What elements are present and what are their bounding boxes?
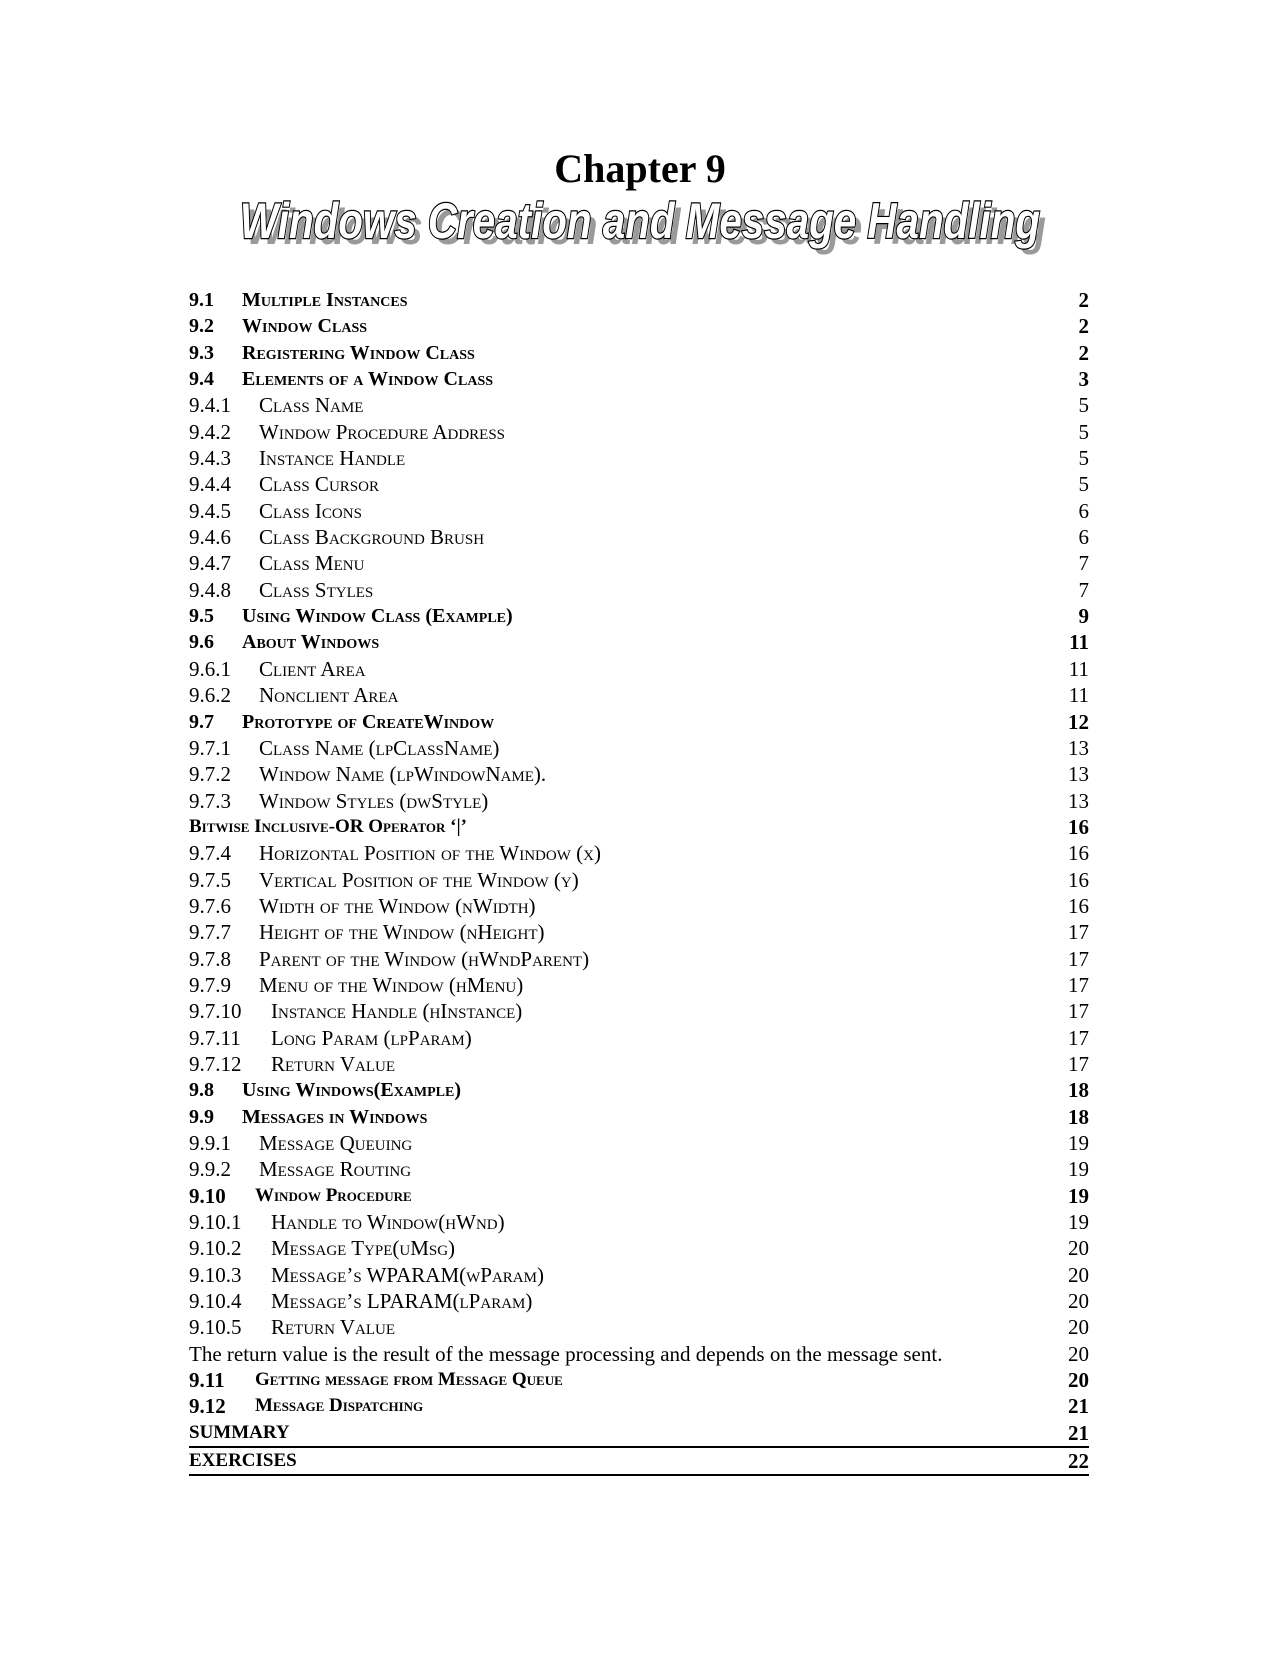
toc-entry-title: Parent of the Window (hWndParent): [259, 946, 590, 971]
toc-entry-title: Using Window Class (Example): [242, 605, 513, 628]
toc-entry-number: 9.6.2: [189, 683, 231, 708]
toc-entry-page: 11: [1068, 683, 1089, 708]
toc-entry-number: 9.4: [189, 368, 214, 391]
toc-entry-page: 9: [1078, 604, 1089, 629]
toc-entry-page: 19: [1068, 1183, 1089, 1208]
toc-entry-page: 16: [1068, 893, 1089, 918]
toc-entry[interactable]: [189, 867, 1089, 893]
toc-entry[interactable]: [189, 788, 1089, 814]
toc-entry-title: EXERCISES: [189, 1450, 297, 1472]
toc-entry-number: 9.4.2: [189, 419, 231, 444]
toc-entry[interactable]: [189, 287, 1089, 313]
toc-entry-title: Instance Handle: [259, 446, 406, 471]
toc-entry[interactable]: [189, 471, 1089, 497]
toc-entry[interactable]: [189, 919, 1089, 945]
toc-entry-title: Instance Handle (hInstance): [271, 999, 523, 1024]
toc-entry-page: 18: [1068, 1078, 1089, 1103]
toc-entry-page: 11: [1068, 656, 1089, 681]
toc-entry[interactable]: [189, 1156, 1089, 1182]
toc-entry-title: Height of the Window (nHeight): [259, 920, 545, 945]
toc-entry[interactable]: [189, 392, 1089, 418]
toc-entry-number: 9.3: [189, 341, 214, 364]
toc-entry[interactable]: [189, 946, 1089, 972]
toc-entry-number: 9.7.8: [189, 946, 231, 971]
toc-entry-page: 20: [1068, 1315, 1089, 1340]
toc-entry-number: 9.4.5: [189, 498, 231, 523]
toc-entry-number: 9.4.6: [189, 525, 231, 550]
toc-entry-page: 18: [1068, 1104, 1089, 1129]
toc-entry-page: 22: [1068, 1449, 1089, 1474]
toc-entry[interactable]: [189, 840, 1089, 866]
chapter-heading: Chapter 9: [554, 146, 726, 191]
toc-entry-title: Messages in Windows: [242, 1105, 428, 1128]
toc-entry-title: Message Type(uMsg): [271, 1236, 456, 1261]
toc-entry-title: Message Routing: [259, 1157, 412, 1182]
toc-entry-number: 9.7.12: [189, 1051, 242, 1076]
toc-entry[interactable]: [189, 1448, 1089, 1476]
toc-entry-page: 20: [1068, 1262, 1089, 1287]
toc-entry-title: Client Area: [259, 656, 366, 681]
toc-entry-number: 9.7.2: [189, 762, 231, 787]
toc-entry-number: 9.4.8: [189, 577, 231, 602]
toc-entry[interactable]: [189, 761, 1089, 787]
toc-entry-title: Getting message from Message Queue: [255, 1369, 563, 1391]
toc-entry-page: 5: [1078, 472, 1089, 497]
toc-entry-page: 11: [1069, 630, 1089, 655]
toc-entry-title: Menu of the Window (hMenu): [259, 972, 524, 997]
toc-entry-page: 21: [1068, 1394, 1089, 1419]
toc-entry[interactable]: [189, 1209, 1089, 1235]
toc-entry-number: 9.7: [189, 710, 214, 733]
toc-entry-title: Window Procedure Address: [259, 419, 506, 444]
toc-entry-title: Width of the Window (nWidth): [259, 893, 536, 918]
toc-entry[interactable]: [189, 1130, 1089, 1156]
toc-entry[interactable]: [189, 972, 1089, 998]
toc-entry-number: 9.5: [189, 605, 214, 628]
toc-entry[interactable]: [189, 366, 1089, 392]
toc-entry-title: Class Name (lpClassName): [259, 735, 500, 760]
toc-entry-number: 9.9.2: [189, 1157, 231, 1182]
toc-entry-title: Window Styles (dwStyle): [259, 788, 489, 813]
toc-entry-title: Message Dispatching: [255, 1395, 424, 1417]
toc-entry-title: Vertical Position of the Window (y): [259, 867, 579, 892]
toc-entry-title: Class Background Brush: [259, 525, 485, 550]
table-of-contents: [189, 287, 1089, 1476]
toc-entry-page: 6: [1078, 498, 1089, 523]
toc-entry[interactable]: [189, 1420, 1089, 1448]
toc-entry-page: 13: [1068, 762, 1089, 787]
toc-entry[interactable]: [189, 1051, 1089, 1077]
toc-entry-title: Using Windows(Example): [242, 1079, 461, 1102]
toc-entry-number: 9.7.4: [189, 841, 231, 866]
toc-entry-title: Class Cursor: [259, 472, 379, 497]
toc-entry-number: 9.7.11: [189, 1025, 241, 1050]
toc-entry-number: 9.7.1: [189, 735, 231, 760]
toc-entry-title: Handle to Window(hWnd): [271, 1210, 505, 1235]
toc-entry-number: 9.6.1: [189, 656, 231, 681]
toc-entry-page: 17: [1068, 1051, 1089, 1076]
toc-entry-page: 17: [1068, 972, 1089, 997]
toc-entry-page: 17: [1068, 946, 1089, 971]
toc-entry-page: 17: [1068, 999, 1089, 1024]
toc-entry-number: 9.10: [189, 1183, 226, 1208]
toc-entry[interactable]: [189, 1393, 1089, 1419]
toc-entry-page: 16: [1068, 867, 1089, 892]
toc-entry-number: 9.8: [189, 1079, 214, 1102]
toc-entry[interactable]: [189, 814, 1089, 840]
toc-entry[interactable]: [189, 709, 1089, 735]
toc-entry-number: 9.7.9: [189, 972, 231, 997]
toc-entry-page: 2: [1078, 340, 1089, 365]
toc-entry-number: 9.4.3: [189, 446, 231, 471]
toc-entry-number: 9.4.1: [189, 393, 231, 418]
svg-text:Windows Creation and Message H: Windows Creation and Message Handling: [240, 193, 1040, 249]
toc-entry-page: 17: [1068, 920, 1089, 945]
toc-entry-page: 20: [1068, 1236, 1089, 1261]
toc-entry-page: 13: [1068, 735, 1089, 760]
toc-entry-title: About Windows: [242, 631, 380, 654]
toc-entry-title: Message’s WPARAM(wParam): [271, 1262, 544, 1287]
toc-entry-page: 7: [1078, 551, 1089, 576]
toc-entry[interactable]: [189, 656, 1089, 682]
toc-entry-number: 9.10.1: [189, 1210, 242, 1235]
toc-entry[interactable]: [189, 1367, 1089, 1393]
svg-text:Windows Creation and Message H: Windows Creation and Message Handling: [246, 199, 1046, 255]
toc-entry-number: 9.4.7: [189, 551, 231, 576]
toc-entry[interactable]: [189, 893, 1089, 919]
toc-entry[interactable]: [189, 629, 1089, 655]
toc-entry[interactable]: [189, 603, 1089, 629]
toc-entry-page: 19: [1068, 1131, 1089, 1155]
toc-entry[interactable]: [189, 682, 1089, 708]
toc-entry-title: Long Param (lpParam): [271, 1025, 472, 1050]
toc-entry-title: Elements of a Window Class: [242, 368, 494, 391]
toc-entry-title: Window Procedure: [255, 1184, 412, 1206]
toc-entry-number: 9.2: [189, 315, 214, 338]
toc-entry-title: Registering Window Class: [242, 341, 475, 364]
toc-entry-number: 9.7.10: [189, 999, 242, 1024]
toc-entry[interactable]: [189, 735, 1089, 761]
toc-entry-page: 2: [1078, 288, 1089, 312]
toc-entry-number: 9.9: [189, 1105, 214, 1128]
toc-entry[interactable]: [189, 419, 1089, 445]
toc-entry-title: Class Icons: [259, 498, 362, 523]
toc-entry-number: 9.7.7: [189, 920, 231, 945]
toc-entry-title: Nonclient Area: [259, 683, 399, 708]
toc-entry-page: 3: [1078, 367, 1089, 392]
toc-entry-page: 7: [1078, 577, 1089, 602]
toc-entry-title: Message’s LPARAM(lParam): [271, 1289, 533, 1314]
toc-entry-number: 9.7.5: [189, 867, 231, 892]
toc-entry-number: 9.10.2: [189, 1236, 242, 1261]
toc-entry-page: 19: [1068, 1157, 1089, 1182]
toc-entry-number: 9.10.5: [189, 1315, 242, 1340]
toc-entry-title: SUMMARY: [189, 1421, 290, 1443]
toc-entry-number: 9.7.3: [189, 788, 231, 813]
toc-entry-page: 20: [1068, 1289, 1089, 1314]
toc-entry-title: Return Value: [271, 1051, 396, 1076]
toc-entry-page: 13: [1068, 788, 1089, 813]
toc-entry-title: Prototype of CreateWindow: [242, 710, 495, 733]
toc-entry[interactable]: [189, 1183, 1089, 1209]
toc-entry-page: 5: [1078, 393, 1089, 418]
toc-entry[interactable]: [189, 1077, 1089, 1103]
toc-entry[interactable]: [189, 1341, 1089, 1367]
toc-entry[interactable]: [189, 340, 1089, 366]
toc-entry-title: Class Name: [259, 393, 364, 418]
toc-entry[interactable]: [189, 1235, 1089, 1261]
toc-entry-page: 16: [1068, 841, 1089, 866]
toc-entry-number: 9.10.4: [189, 1289, 242, 1314]
chapter-title-banner: [222, 192, 1062, 262]
toc-entry-title: Multiple Instances: [242, 289, 408, 311]
toc-entry-number: 9.4.4: [189, 472, 231, 497]
toc-entry-title: Class Styles: [259, 577, 374, 602]
toc-entry[interactable]: [189, 1314, 1089, 1340]
toc-entry-title: Window Name (lpWindowName).: [259, 762, 547, 787]
toc-entry[interactable]: [189, 550, 1089, 576]
toc-entry-number: 9.10.3: [189, 1262, 242, 1287]
toc-entry-number: 9.6: [189, 631, 214, 654]
toc-entry-title: Horizontal Position of the Window (x): [259, 841, 601, 866]
toc-entry-page: 5: [1078, 446, 1089, 471]
toc-entry-number: 9.12: [189, 1394, 226, 1419]
toc-entry-page: 2: [1078, 314, 1089, 339]
toc-entry[interactable]: [189, 445, 1089, 471]
toc-entry[interactable]: [189, 498, 1089, 524]
toc-entry-title: The return value is the result of the message processing and depends on the message sent.: [189, 1341, 943, 1366]
toc-entry-number: 9.11: [189, 1368, 225, 1393]
toc-entry-title: Bitwise Inclusive-OR Operator ‘|’: [189, 815, 467, 837]
toc-entry[interactable]: [189, 998, 1089, 1024]
toc-entry-title: Return Value: [271, 1315, 396, 1340]
toc-entry-page: 17: [1068, 1025, 1089, 1050]
toc-entry[interactable]: [189, 313, 1089, 339]
toc-entry[interactable]: [189, 1262, 1089, 1288]
toc-entry-page: 6: [1078, 525, 1089, 550]
toc-entry[interactable]: [189, 577, 1089, 603]
toc-entry[interactable]: [189, 1288, 1089, 1314]
toc-entry-page: 21: [1068, 1420, 1089, 1445]
toc-entry-title: Class Menu: [259, 551, 365, 576]
toc-entry-number: 9.9.1: [189, 1131, 231, 1155]
toc-entry-number: 9.7.6: [189, 893, 231, 918]
toc-entry-number: 9.1: [189, 289, 214, 311]
toc-entry-title: Window Class: [242, 315, 368, 338]
toc-entry[interactable]: [189, 1025, 1089, 1051]
toc-entry-page: 5: [1078, 419, 1089, 444]
toc-entry-title: Message Queuing: [259, 1131, 413, 1155]
toc-entry-page: 12: [1068, 709, 1089, 734]
toc-entry[interactable]: [189, 1104, 1089, 1130]
toc-entry-page: 20: [1068, 1368, 1089, 1393]
toc-entry[interactable]: [189, 524, 1089, 550]
toc-entry-page: 19: [1068, 1210, 1089, 1235]
toc-entry-page: 20: [1068, 1341, 1089, 1366]
toc-entry-page: 16: [1068, 814, 1089, 839]
